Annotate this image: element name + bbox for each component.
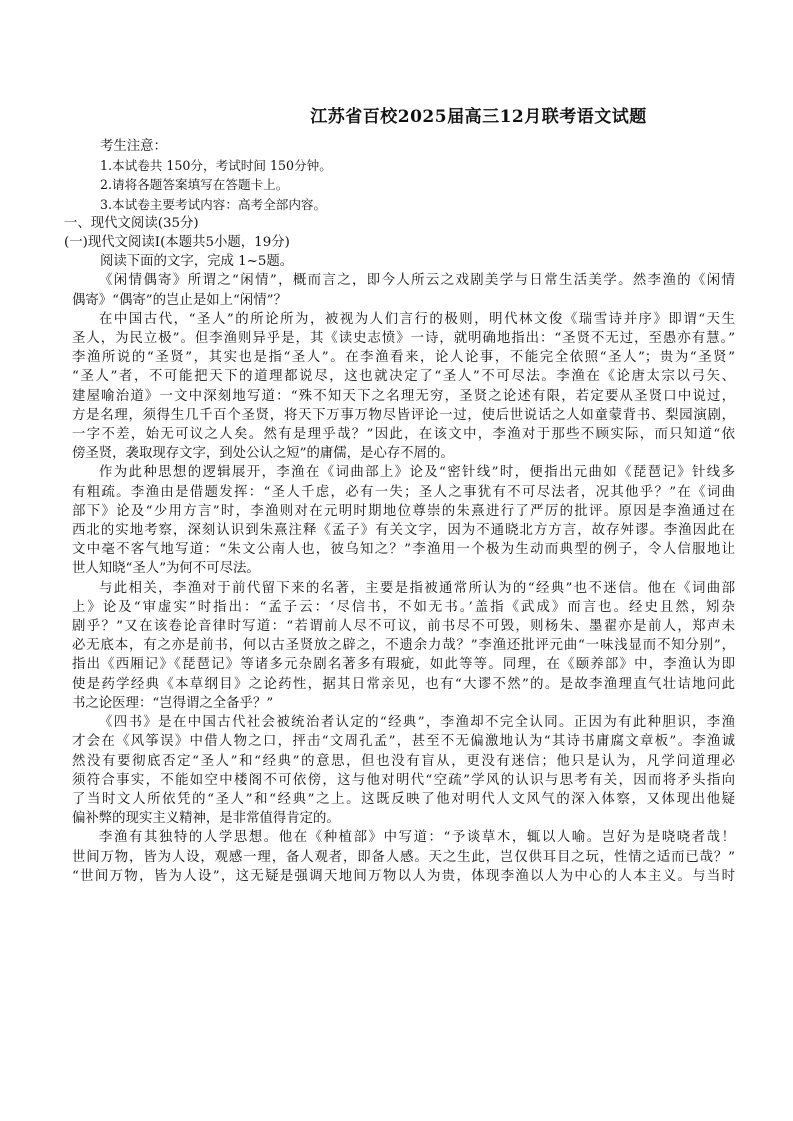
text-line: 上》论及“审虚实”时指出：“孟子云：‘尽信书，不如无书。’盖指《武成》而言也。经史且然，矧杂 [72, 599, 735, 615]
paragraph-6 [72, 828, 735, 886]
text-line: 偶寄》“偶寄”的岂止是如上“闲情”？ [72, 292, 287, 308]
text-line: “圣人”者，不可能把天下的道理都说尽，这也就决定了“圣人”不可尽法。李渔在《论唐太宗以弓矢、 [72, 369, 735, 385]
text-line: 部下》论及“少用方言”时，李渔则对在元明时期地位尊崇的朱熹进行了严厉的批评。原因是李渔通过在 [72, 503, 735, 519]
paragraph-2 [72, 310, 735, 464]
text-line: 指出《西厢记》《琵琶记》等诸多元杂剧名著多有瑕疵，如此等等。同理，在《颐养部》中，李渔认为即 [72, 657, 735, 673]
text-line: 偏补弊的现实主义精神，是非常值得肯定的。 [72, 811, 340, 827]
text-line: 西北的实地考察，深刻认识到朱熹注释《孟子》有关文字，因为不通晓北方方言，故存舛谬。李渔因此在 [72, 523, 735, 539]
paragraph-5 [72, 713, 735, 828]
text-line: 圣人，为民立极”。但李渔则异乎是，其《读史志愤》一诗，就明确地指出：“圣贤不无过，至愚亦有慧。” [72, 331, 735, 347]
text-line: 《闲情偶寄》所谓之“闲情”，概而言之，即今人所云之戏剧美学与日常生活美学。然李渔的《闲情 [99, 273, 735, 289]
text-line: 世间万物，皆为人设，观感一理，备人观者，即备人感。天之生此，岂仅供耳目之玩，性情之适而已哉？” [72, 849, 735, 865]
section-heading: 一、现代文阅读(35分) [64, 215, 199, 231]
text-line: 李渔所说的“圣贤”，其实也是指“圣人”。在李渔看来，论人论事，不能完全依照“圣人”；贵为“圣贤” [72, 350, 735, 366]
text-line: 了当时文人所依凭的“圣人”和“经典”之上。这既反映了他对明代人文风气的深入体察，又体现出他疑 [72, 791, 735, 807]
text-line: 须符合事实，不能如空中楼阁不可依傍，这与他对明代“空疏”学风的认识与思考有关，因而将矛头指向 [72, 772, 735, 788]
text-line: 方是名理，须得生几千百个圣贤，将天下万事万物尽皆评论一过，使后世说话之人如童蒙背书、梨园演剧， [72, 407, 735, 423]
text-line: 必无底本，有之亦是前书，何以古圣贤放之辟之，不遗余力哉？”李渔还批评元曲“一味浅显而不知分别”， [72, 638, 735, 654]
text-line: 使是药学经典《本草纲目》之论药性，据其日常亲见，也有“大谬不然”的。是故李渔理直气壮诘地问此 [72, 676, 735, 692]
notice-item: 2.请将各题答案填写在答题卡上。 [100, 177, 289, 193]
text-line: 《四书》是在中国古代社会被统治者认定的“经典”，李渔却不完全认同。正因为有此种胆识，李渔 [99, 715, 735, 731]
exam-title: 江苏省百校2025届高三12月联考语文试题 [310, 107, 647, 127]
reading-instruction: 阅读下面的文字，完成 1~5题。 [100, 254, 294, 270]
text-line: 书之论医理：“岂得谓之全备乎？” [72, 695, 274, 711]
text-line: 建屋喻治道》一文中深刻地写道：“殊不知天下之名理无穷，圣贤之论述有限，若定要从圣贤口中说过， [72, 388, 735, 404]
text-line: 作为此种思想的逻辑展开，李渔在《词曲部上》论及“密针线”时，便指出元曲如《琵琶记》针线多 [99, 465, 735, 481]
text-line: 与此相关，李渔对于前代留下来的名著，主要是指被通常所认为的“经典”也不迷信。他在《词曲部 [99, 580, 735, 596]
text-line: 剧乎？”又在该卷论音律时写道：“若谓前人尽不可议，前书尽不可毁，则杨朱、墨翟亦是前人，郑声未 [72, 619, 735, 635]
paragraph-3 [72, 463, 735, 578]
notice-item: 1.本试卷共 150分，考试时间 150分钟。 [100, 158, 332, 174]
text-line: 世人知晓“圣人”为何不可尽法。 [72, 561, 260, 577]
subsection-heading: (一)现代文阅读Ⅰ(本题共5小题，19分) [64, 235, 290, 251]
paragraph-1 [72, 271, 735, 309]
text-line: “世间万物，皆为人设”，这无疑是强调天地间万物以人为贵，体现李渔以人为中心的人本主义。与当时 [72, 868, 735, 884]
text-line: 一字不差，始无可议之人矣。然有是理乎哉？”因此，在该文中，李渔对于那些不顾实际，而只知道“依 [72, 427, 735, 443]
text-line: 傍圣贤，袭取现存文字，到处公认之短”的庸儒，是心存不屑的。 [72, 446, 454, 462]
text-line: 然没有要彻底否定“圣人”和“经典”的意思，但也没有盲从，更没有迷信；他只是认为，凡学问道理必 [72, 753, 735, 769]
text-line: 在中国古代，“圣人”的所论所为，被视为人们言行的极则，明代林文俊《瑞雪诗并序》即谓“天生 [99, 311, 735, 327]
notice-item: 3.本试卷主要考试内容：高考全部内容。 [100, 196, 327, 212]
paragraph-4 [72, 579, 735, 713]
text-line: 文中毫不客气地写道：“朱文公南人也，彼乌知之？”李渔用一个极为生动而典型的例子，令人信服地让 [72, 542, 735, 558]
text-line: 才会在《风筝误》中借人物之口，抨击“文周孔孟”，甚至不无偏激地认为“其诗书庸腐文章板”。李渔诚 [72, 734, 735, 750]
text-line: 有粗疏。李渔由是借题发挥：“圣人千虑，必有一失；圣人之事犹有不可尽法者，况其他乎？”在《词曲 [72, 484, 735, 500]
notice-heading: 考生注意： [100, 139, 167, 154]
text-line: 李渔有其独特的人学思想。他在《种植部》中写道：“予谈草木，辄以人喻。岂好为是哓哓者哉！ [99, 830, 735, 846]
